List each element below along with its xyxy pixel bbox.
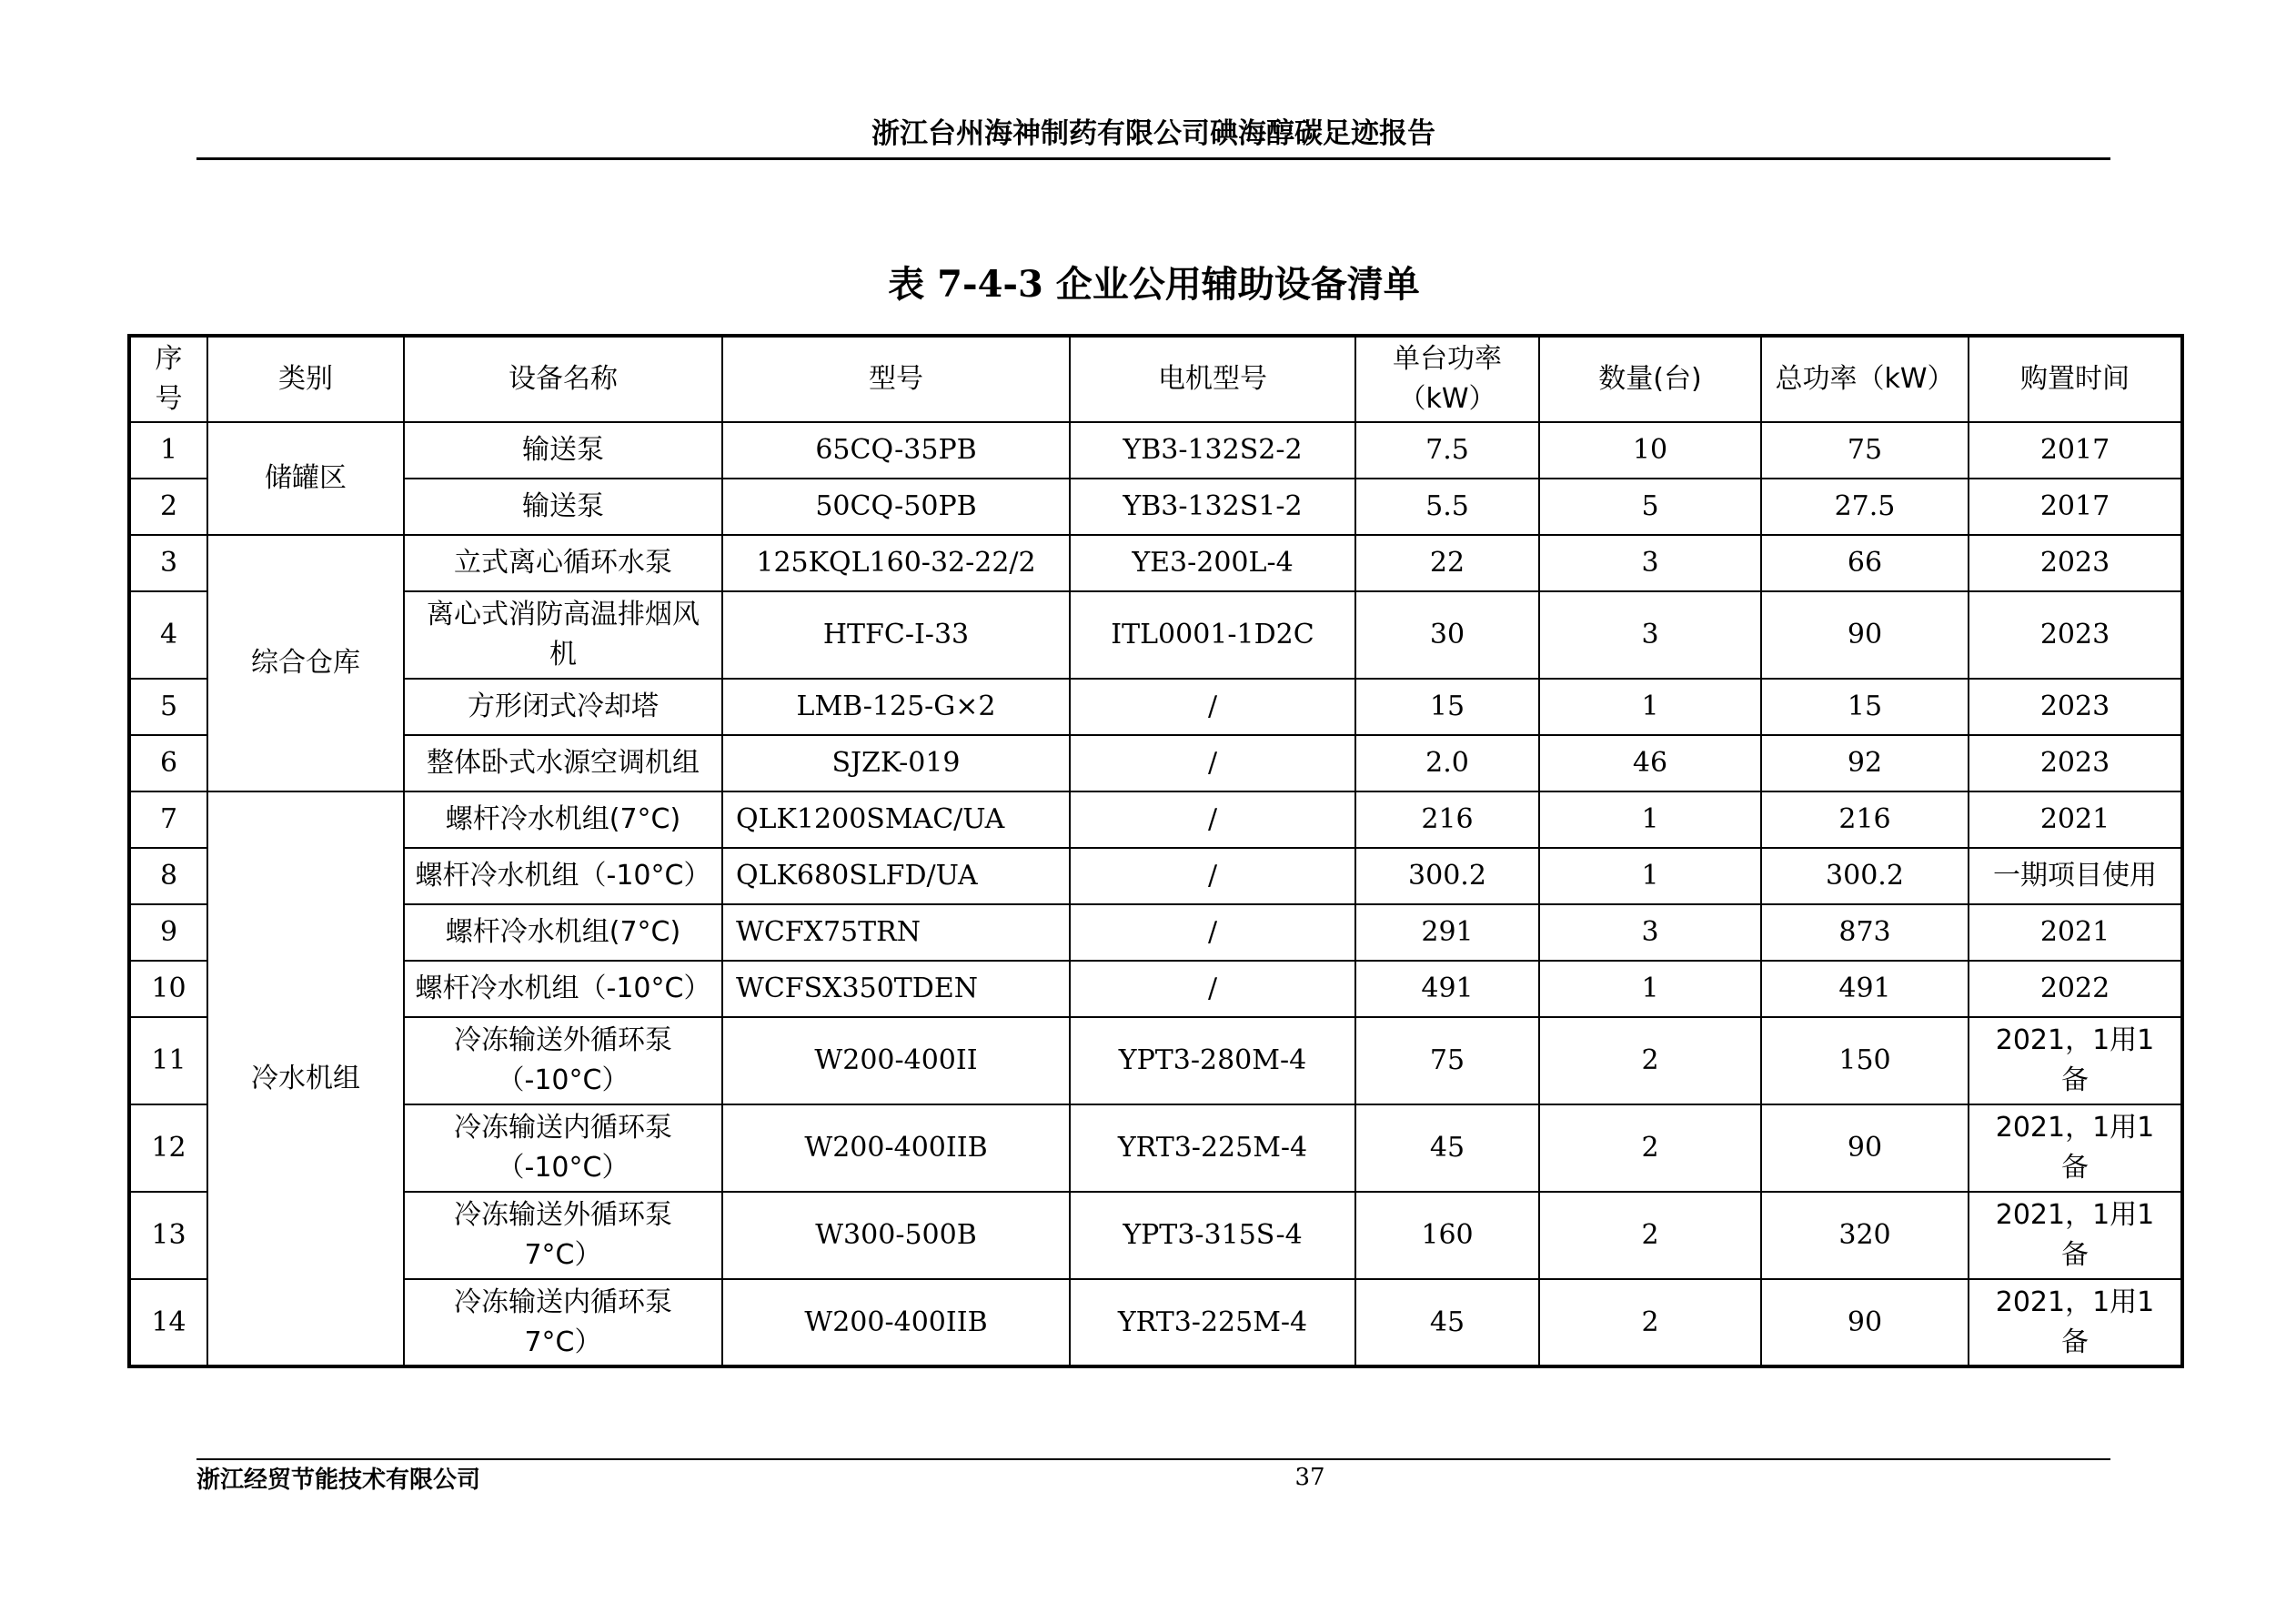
cell-qty: 3 [1539, 535, 1761, 591]
cell-model: W200-400II [722, 1017, 1070, 1104]
cell-name: 立式离心循环水泵 [404, 535, 722, 591]
cell-name: 整体卧式水源空调机组 [404, 735, 722, 791]
cell-total-power: 150 [1761, 1017, 1969, 1104]
cell-total-power: 75 [1761, 422, 1969, 479]
cell-name: 冷冻输送内循环泵7°C） [404, 1279, 722, 1366]
table-row [129, 1017, 2182, 1104]
cell-no: 5 [129, 679, 207, 735]
table-row [129, 735, 2182, 791]
cell-motor: YPT3-280M-4 [1070, 1017, 1355, 1104]
cell-qty: 2 [1539, 1017, 1761, 1104]
header-rule [196, 157, 2110, 160]
cell-no: 8 [129, 848, 207, 904]
cell-qty: 2 [1539, 1192, 1761, 1279]
cell-unit-power: 300.2 [1355, 848, 1539, 904]
table-row [129, 679, 2182, 735]
cell-no: 7 [129, 791, 207, 848]
cell-purchase: 2023 [1969, 679, 2182, 735]
header-cell-qty: 数量(台) [1539, 336, 1761, 422]
cell-no: 11 [129, 1017, 207, 1104]
cell-model: HTFC-I-33 [722, 591, 1070, 679]
cell-qty: 1 [1539, 848, 1761, 904]
cell-no: 1 [129, 422, 207, 479]
cell-no: 6 [129, 735, 207, 791]
table-row [129, 591, 2182, 679]
cell-name: 冷冻输送外循环泵（-10°C） [404, 1017, 722, 1104]
cell-unit-power: 5.5 [1355, 479, 1539, 535]
cell-model: WCFX75TRN [722, 904, 1070, 961]
cell-purchase: 2017 [1969, 422, 2182, 479]
cell-name: 螺杆冷水机组(7°C) [404, 791, 722, 848]
cell-no: 12 [129, 1104, 207, 1192]
cell-name: 螺杆冷水机组（-10°C） [404, 961, 722, 1017]
cell-unit-power: 216 [1355, 791, 1539, 848]
cell-motor: YRT3-225M-4 [1070, 1279, 1355, 1366]
cell-purchase: 2023 [1969, 535, 2182, 591]
cell-model: QLK1200SMAC/UA [722, 791, 1070, 848]
cell-total-power: 320 [1761, 1192, 1969, 1279]
cell-unit-power: 15 [1355, 679, 1539, 735]
cell-motor: / [1070, 735, 1355, 791]
header-cell-purchase: 购置时间 [1969, 336, 2182, 422]
cell-motor: / [1070, 791, 1355, 848]
cell-total-power: 15 [1761, 679, 1969, 735]
cell-qty: 1 [1539, 791, 1761, 848]
cell-unit-power: 45 [1355, 1104, 1539, 1192]
cell-unit-power: 22 [1355, 535, 1539, 591]
header-row [129, 336, 2182, 422]
cell-no: 3 [129, 535, 207, 591]
footer-company: 浙江经贸节能技术有限公司 [196, 1467, 481, 1494]
cell-motor: ITL0001-1D2C [1070, 591, 1355, 679]
cell-model: WCFSX350TDEN [722, 961, 1070, 1017]
table-row [129, 1279, 2182, 1366]
cell-model: QLK680SLFD/UA [722, 848, 1070, 904]
header-cell-motor: 电机型号 [1070, 336, 1355, 422]
cell-unit-power: 491 [1355, 961, 1539, 1017]
header-cell-no: 序号 [129, 336, 207, 422]
cell-purchase: 2023 [1969, 735, 2182, 791]
cell-motor: YB3-132S2-2 [1070, 422, 1355, 479]
table-title: 表 7-4-3 企业公用辅助设备清单 [888, 263, 1420, 306]
footer-rule [196, 1458, 2110, 1460]
cell-motor: YB3-132S1-2 [1070, 479, 1355, 535]
cell-name: 输送泵 [404, 479, 722, 535]
cell-purchase: 2021，1用1备 [1969, 1279, 2182, 1366]
cell-no: 9 [129, 904, 207, 961]
table-row [129, 904, 2182, 961]
header-cell-model: 型号 [722, 336, 1070, 422]
cell-model: 50CQ-50PB [722, 479, 1070, 535]
cell-purchase: 2021，1用1备 [1969, 1104, 2182, 1192]
cell-total-power: 90 [1761, 1104, 1969, 1192]
cell-unit-power: 75 [1355, 1017, 1539, 1104]
cell-no: 10 [129, 961, 207, 1017]
table-row [129, 479, 2182, 535]
header-cell-name: 设备名称 [404, 336, 722, 422]
cell-motor: / [1070, 848, 1355, 904]
cell-qty: 5 [1539, 479, 1761, 535]
cell-unit-power: 2.0 [1355, 735, 1539, 791]
cell-motor: YRT3-225M-4 [1070, 1104, 1355, 1192]
cell-model: LMB-125-G×2 [722, 679, 1070, 735]
cell-model: SJZK-019 [722, 735, 1070, 791]
cell-no: 2 [129, 479, 207, 535]
cell-purchase: 2022 [1969, 961, 2182, 1017]
cell-total-power: 66 [1761, 535, 1969, 591]
cell-model: W300-500B [722, 1192, 1070, 1279]
cell-purchase: 一期项目使用 [1969, 848, 2182, 904]
cell-total-power: 90 [1761, 591, 1969, 679]
cell-qty: 3 [1539, 591, 1761, 679]
cell-no: 13 [129, 1192, 207, 1279]
cell-total-power: 491 [1761, 961, 1969, 1017]
cell-purchase: 2021，1用1备 [1969, 1017, 2182, 1104]
cell-unit-power: 30 [1355, 591, 1539, 679]
cell-unit-power: 7.5 [1355, 422, 1539, 479]
cell-name: 冷冻输送外循环泵7°C） [404, 1192, 722, 1279]
table-row [129, 848, 2182, 904]
header-cell-unit-power: 单台功率（kW） [1355, 336, 1539, 422]
cell-no: 4 [129, 591, 207, 679]
cell-motor: / [1070, 679, 1355, 735]
cell-name: 方形闭式冷却塔 [404, 679, 722, 735]
table-row [129, 791, 2182, 848]
cell-qty: 2 [1539, 1104, 1761, 1192]
cell-total-power: 92 [1761, 735, 1969, 791]
cell-total-power: 90 [1761, 1279, 1969, 1366]
cell-category: 综合仓库 [207, 535, 404, 791]
cell-motor: / [1070, 904, 1355, 961]
cell-name: 螺杆冷水机组（-10°C） [404, 848, 722, 904]
table-row [129, 422, 2182, 479]
cell-model: W200-400IIB [722, 1104, 1070, 1192]
cell-unit-power: 45 [1355, 1279, 1539, 1366]
cell-unit-power: 160 [1355, 1192, 1539, 1279]
header-cell-total-power: 总功率（kW） [1761, 336, 1969, 422]
cell-motor: YPT3-315S-4 [1070, 1192, 1355, 1279]
page-number: 37 [1294, 1464, 1325, 1491]
cell-model: 65CQ-35PB [722, 422, 1070, 479]
cell-purchase: 2021 [1969, 791, 2182, 848]
equipment-table [127, 334, 2184, 1368]
cell-purchase: 2021 [1969, 904, 2182, 961]
cell-qty: 1 [1539, 961, 1761, 1017]
table-row [129, 1104, 2182, 1192]
cell-category: 冷水机组 [207, 791, 404, 1366]
cell-qty: 2 [1539, 1279, 1761, 1366]
cell-motor: YE3-200L-4 [1070, 535, 1355, 591]
running-header: 浙江台州海神制药有限公司碘海醇碳足迹报告 [871, 117, 1435, 150]
cell-category: 储罐区 [207, 422, 404, 535]
cell-name: 冷冻输送内循环泵（-10°C） [404, 1104, 722, 1192]
cell-model: 125KQL160-32-22/2 [722, 535, 1070, 591]
cell-purchase: 2021，1用1备 [1969, 1192, 2182, 1279]
cell-name: 螺杆冷水机组(7°C) [404, 904, 722, 961]
cell-total-power: 216 [1761, 791, 1969, 848]
cell-total-power: 27.5 [1761, 479, 1969, 535]
table-row [129, 535, 2182, 591]
header-cell-category: 类别 [207, 336, 404, 422]
cell-total-power: 873 [1761, 904, 1969, 961]
cell-total-power: 300.2 [1761, 848, 1969, 904]
cell-qty: 46 [1539, 735, 1761, 791]
cell-qty: 3 [1539, 904, 1761, 961]
cell-no: 14 [129, 1279, 207, 1366]
cell-qty: 1 [1539, 679, 1761, 735]
cell-name: 输送泵 [404, 422, 722, 479]
table-row [129, 961, 2182, 1017]
cell-name: 离心式消防高温排烟风机 [404, 591, 722, 679]
cell-purchase: 2017 [1969, 479, 2182, 535]
cell-model: W200-400IIB [722, 1279, 1070, 1366]
cell-motor: / [1070, 961, 1355, 1017]
table-row [129, 1192, 2182, 1279]
cell-unit-power: 291 [1355, 904, 1539, 961]
cell-qty: 10 [1539, 422, 1761, 479]
cell-purchase: 2023 [1969, 591, 2182, 679]
